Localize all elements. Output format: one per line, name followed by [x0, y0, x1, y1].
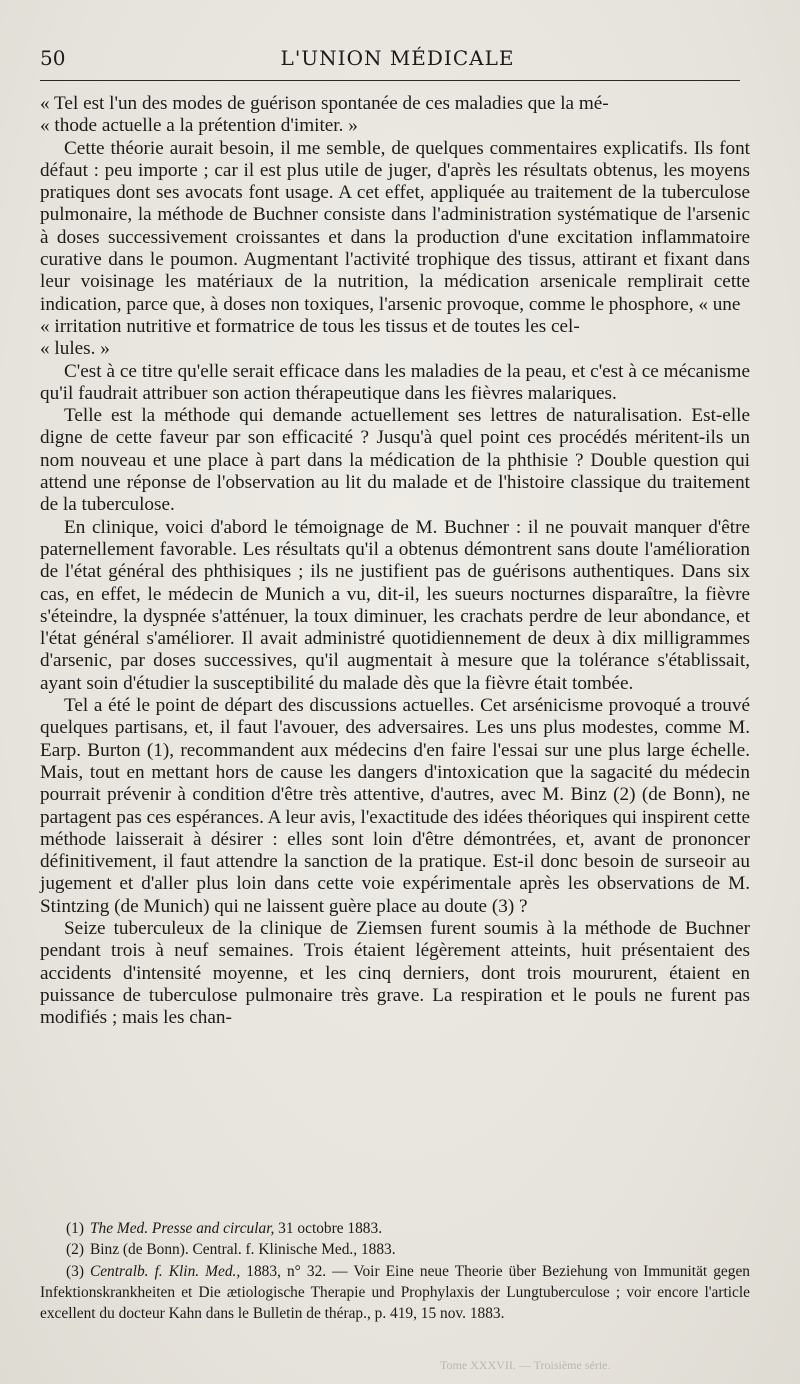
header-rule — [40, 80, 740, 81]
paragraph: « irritation nutritive et formatrice de tous les tissus et de toutes les cel- — [40, 315, 580, 337]
paragraph: « lules. » — [40, 338, 110, 360]
footnotes — [40, 1218, 750, 1324]
paragraph: Seize tuberculeux de la clinique de Ziemsen furent soumis à la méthode de Buchner pendant trois à neuf semaines. Trois étaient légèrement atteints, huit présentaient des accidents d'intensité moyenne, et les cinq derniers, dont trois moururent, étaient en puissance de tuberculose pulmonaire très grave. La respiration et le pouls ne furent pas modifiés ; mais les chan- — [40, 917, 750, 1029]
body-text — [40, 93, 750, 1029]
footnote-text: Binz (de Bonn). Central. f. Klinische Med., 1883. — [89, 1241, 396, 1259]
footnote-number: (3) — [66, 1262, 84, 1280]
paragraph: En clinique, voici d'abord le témoignage de M. Buchner : il ne pouvait manquer d'être paternellement favorable. Les résultats qu'il a obtenus démontrent sans doute l'amélioration de l'état général des phthisiques ; ils ne justifient pas de guérisons authentiques. Dans six cas, en effet, le médecin de Munich a vu, dit-il, les sueurs nocturnes disparaître, la fièvre s'éteindre, la dyspnée s'atténuer, la toux diminuer, les crachats perdre de leur abondance, et l'état général s'améliorer. Il avait administré quotidiennement de deux à dix milligrammes d'arsenic, par doses successives, qu'il augmentait à mesure que la tolérance s'établissait, ayant soin d'étudier la susceptibilité du malade dès que la fièvre était tombée. — [40, 516, 750, 694]
paragraph: Tel a été le point de départ des discussions actuelles. Cet arsénicisme provoqué a trouvé quelques partisans, et, il faut l'avouer, des adversaires. Les uns plus modestes, comme M. Earp. Burton (1), recommandent aux médecins d'en faire l'essai sur une plus large échelle. Mais, tout en mettant hors de cause les dangers d'intoxication que la sagacité du médecin pourrait prévenir à condition d'être très attentive, d'autres, avec M. Binz (2) (de Bonn), ne partagent pas ces espérances. A leur avis, l'exactitude des idées théoriques qui inspirent cette méthode laisserait à désirer : elles sont loin d'être démontrées, et, avant de prononcer définitivement, il faut attendre la sanction de la pratique. Est-il donc besoin de surseoir au jugement et d'aller plus loin dans cette voie expérimentale après les observations de M. Stintzing (de Munich) qui ne laissent guère place au doute (3) ? — [40, 695, 750, 917]
footnote — [40, 1239, 750, 1260]
running-title: L'UNION MÉDICALE — [280, 46, 515, 70]
page-header — [40, 40, 755, 76]
footnote-source: The Med. Presse and circular, — [89, 1220, 275, 1237]
footnote-source: Centralb. f. Klin. Med., — [89, 1262, 241, 1280]
footnote-text: 31 octobre 1883. — [274, 1220, 383, 1237]
bleed-through-footer: Tome XXXVII. — Troisième série. — [440, 1358, 611, 1372]
paragraph: « Tel est l'un des modes de guérison spontanée de ces maladies que la mé- — [40, 93, 609, 114]
paragraph: C'est à ce titre qu'elle serait efficace dans les maladies de la peau, et c'est à ce mécanisme qu'il faudrait attribuer son action thérapeutique dans les fièvres malariques. — [40, 360, 750, 404]
footnote — [40, 1261, 750, 1325]
footnote-text: 1883, n° 32. — Voir Eine neue Theorie über Beziehung von Immunität gegen Infektionskrankheiten et Die ætiologische Therapie und Prophylaxis der Lungtuberculose ; voir encore l'article excellent du docteur Kahn dans le Bulletin de thérap., p. 419, 15 nov. 1883. — [40, 1262, 750, 1323]
paragraph: Cette théorie aurait besoin, il me semble, de quelques commentaires explicatifs. Ils font défaut : peu importe ; car il est plus utile de juger, d'après les résultats obtenus, les moyens pratiques dont ses avocats font usage. A cet effet, appliquée au traitement de la tuberculose pulmonaire, la méthode de Buchner consiste dans l'administration systématique de l'arsenic à doses successivement croissantes et dans la production d'une excitation inflammatoire curative dans le poumon. Augmentant l'activité trophique des tissus, attirant et fixant dans leur voisinage les matériaux de la nutrition, la médication arsenicale remplirait cette indication, parce que, à doses non toxiques, l'arsenic provoque, comme le phosphore, « une — [40, 137, 750, 315]
footnote — [40, 1218, 750, 1239]
paragraph: Telle est la méthode qui demande actuellement ses lettres de naturalisation. Est-elle digne de cette faveur par son efficacité ? Jusqu'à quel point ces procédés méritent-ils un nom nouveau et une place à part dans la médication de la phthisie ? Double question qui attend une réponse de l'observation au lit du malade et de l'histoire classique du traitement de la tuberculose. — [40, 405, 750, 516]
page-number: 50 — [40, 46, 66, 70]
paragraph: « thode actuelle a la prétention d'imiter. » — [40, 115, 358, 137]
footnote-number: (1) — [66, 1220, 84, 1237]
footnote-number: (2) — [66, 1241, 84, 1259]
